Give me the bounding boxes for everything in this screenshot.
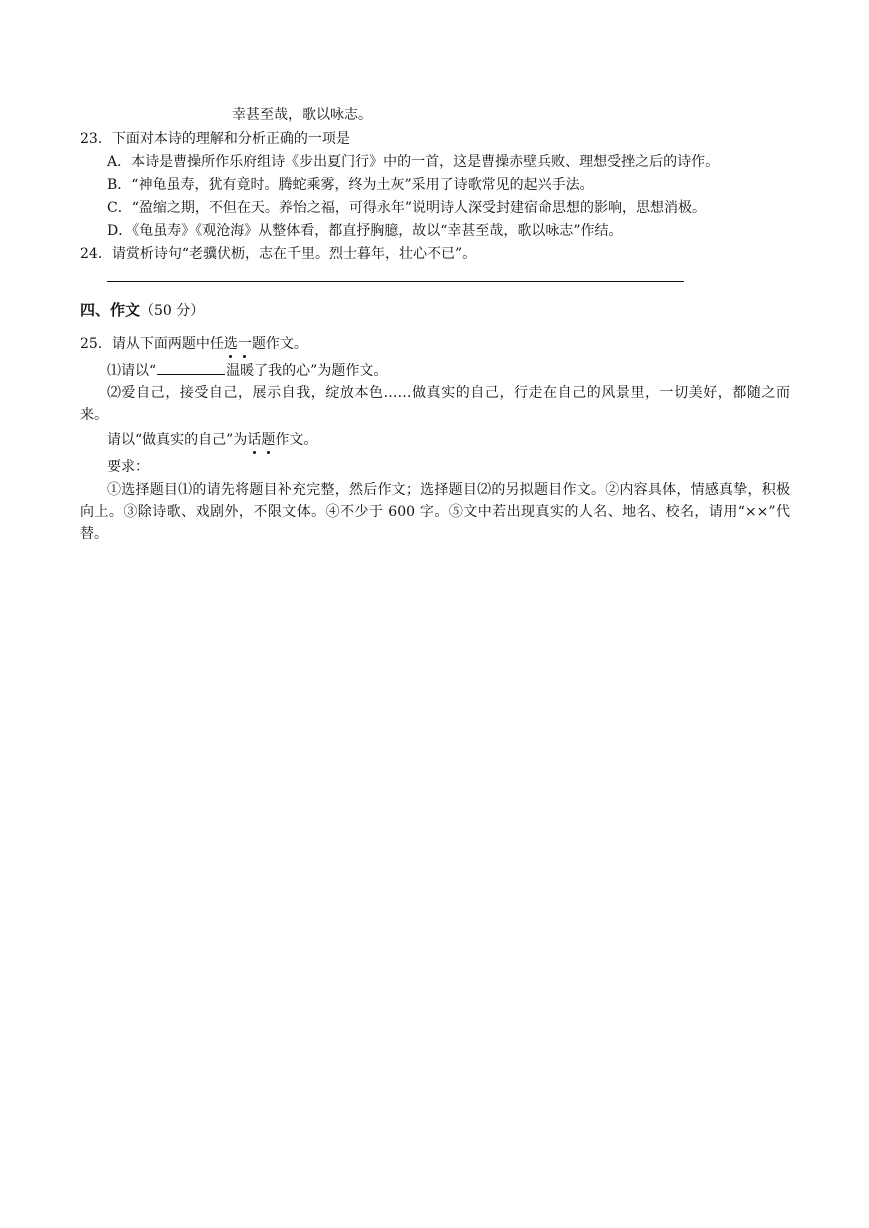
q25-opt1-pre: ⑴请以“ xyxy=(107,363,157,379)
section-4-title xyxy=(80,300,204,320)
q25-opt1-post: 温暖了我的心”为题作文。 xyxy=(226,363,388,379)
question-25-option-1 xyxy=(107,359,387,379)
question-25-option-2-requirement xyxy=(107,430,317,450)
requirements-text: ①选择题目⑴的请先将题目补充完整，然后作文；选择题目⑵的另拟题目作文。②内容具体，情感真挚，积极向上。③除诗歌、戏剧外，不限文体。④不少于 600 字。⑤文中若出现真实的人名、地名、校名，请用“××”代替。 xyxy=(80,482,790,542)
q25-stem-emphasis-1: 选 xyxy=(223,336,238,352)
question-23-option-d: D．《龟虽寿》《观沧海》从整体看，都直抒胸臆，故以“幸甚至哉，歌以咏志”作结。 xyxy=(107,223,623,239)
answer-line[interactable] xyxy=(107,281,684,282)
question-23-option-b: B．“神龟虽寿，犹有竟时。腾蛇乘雾，终为土灰”采用了诗歌常见的起兴手法。 xyxy=(107,177,594,193)
question-24-stem: 24．请赏析诗句“老骥伏枥，志在千里。烈士暮年，壮心不已”。 xyxy=(80,246,477,262)
q25-stem-post: 题作文。 xyxy=(251,336,308,352)
section-4-score: （50 分） xyxy=(140,303,205,319)
q25-req-pre: 请以“做真实的自己”为 xyxy=(107,432,248,448)
question-23-option-c: C．“盈缩之期，不但在天。养怡之福，可得永年”说明诗人深受封建宿命思想的影响，思想消极。 xyxy=(107,200,707,216)
q25-req-post: 作文。 xyxy=(275,432,318,448)
poem-last-line: 幸甚至哉，歌以咏志。 xyxy=(232,107,372,123)
q25-stem-emphasis-2: 一 xyxy=(237,336,252,352)
question-23-stem: 23．下面对本诗的理解和分析正确的一项是 xyxy=(80,131,350,147)
q25-req-emphasis-2: 题 xyxy=(261,432,276,448)
question-25-stem xyxy=(80,334,308,354)
title-blank[interactable] xyxy=(157,359,225,375)
question-23-option-a: A．本诗是曹操所作乐府组诗《步出夏门行》中的一首，这是曹操赤壁兵败、理想受挫之后的诗作。 xyxy=(107,154,720,170)
requirements-label: 要求： xyxy=(107,459,149,475)
section-4-heading: 四、作文 xyxy=(80,301,141,319)
q25-stem-pre: 25．请从下面两题中任 xyxy=(80,336,224,352)
question-25-option-2: ⑵爱自己，接受自己，展示自我，绽放本色……做真实的自己，行走在自己的风景里，一切美好，都随之而来。 xyxy=(80,385,790,423)
q25-req-emphasis-1: 话 xyxy=(247,432,262,448)
